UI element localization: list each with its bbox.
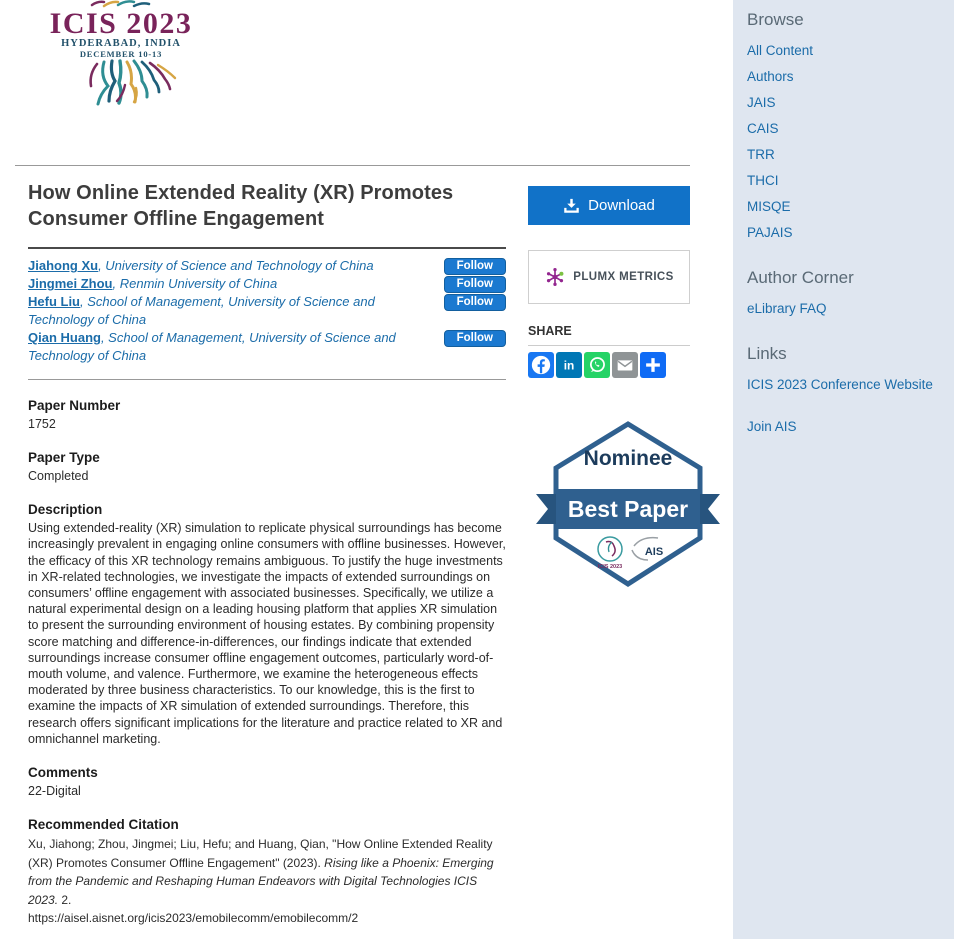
logo-dates: DECEMBER 10-13 xyxy=(79,49,163,59)
follow-button[interactable]: Follow xyxy=(444,258,506,275)
paper-main xyxy=(28,181,506,928)
author-row xyxy=(28,293,506,329)
author-row xyxy=(28,275,506,293)
paper-number-value: 1752 xyxy=(28,417,56,432)
citation-proceedings-title: Rising like a Phoenix: Emerging from the Pandemic and Reshaping Human Endeavors with Digital Technologies ICIS 2023. xyxy=(28,855,494,907)
citation-url: https://aisel.aisnet.org/icis2023/emobilecomm/emobilecomm/2 xyxy=(28,911,359,926)
logo-phoenix-feathers xyxy=(91,61,175,104)
download-button[interactable]: Download xyxy=(528,186,690,225)
sidebar-item-all-content[interactable]: All Content xyxy=(747,43,814,58)
author-link[interactable]: Jingmei Zhou xyxy=(28,276,113,292)
follow-button[interactable]: Follow xyxy=(444,330,506,347)
author-corner-heading: Author Corner xyxy=(747,268,854,287)
paper-type-value: Completed xyxy=(28,469,89,484)
icis-2023-logo[interactable] xyxy=(30,0,200,112)
author-affiliation: , School of Management, University of Science and Technology of China xyxy=(28,294,375,328)
share-divider xyxy=(528,345,690,346)
best-paper-nominee-badge xyxy=(528,418,728,590)
sidebar-item-authors[interactable]: Authors xyxy=(747,69,794,84)
share-buttons xyxy=(528,352,690,378)
author-affiliation: , Renmin University of China xyxy=(112,276,278,292)
linkedin-share-icon[interactable] xyxy=(556,352,582,378)
sidebar xyxy=(733,0,954,939)
follow-button[interactable]: Follow xyxy=(444,276,506,293)
author-row xyxy=(28,329,506,365)
sidebar-item-join-ais[interactable]: Join AIS xyxy=(747,419,797,434)
sidebar-item-trr[interactable]: TRR xyxy=(747,147,775,162)
logo-top-feathers xyxy=(92,1,149,6)
paper-number-heading: Paper Number xyxy=(28,398,121,414)
logo-subtitle: HYDERABAD, INDIA xyxy=(61,38,181,49)
author-link[interactable]: Hefu Liu xyxy=(28,294,80,310)
whatsapp-share-icon[interactable] xyxy=(584,352,610,378)
logo-title: ICIS 2023 xyxy=(49,7,193,40)
share-heading: SHARE xyxy=(528,324,572,338)
browse-list xyxy=(747,42,944,242)
page-title: How Online Extended Reality (XR) Promotes Consumer Offline Engagement xyxy=(28,182,454,230)
comments-value: 22-Digital xyxy=(28,784,81,799)
download-icon xyxy=(563,197,580,214)
badge-nominee-text: Nominee xyxy=(583,447,673,470)
sidebar-item-cais[interactable]: CAIS xyxy=(747,121,779,136)
svg-text:in: in xyxy=(563,358,575,373)
author-affiliation: , School of Management, University of Science and Technology of China xyxy=(28,330,396,364)
links-heading: Links xyxy=(747,344,787,363)
sidebar-item-misqe[interactable]: MISQE xyxy=(747,199,791,214)
email-share-icon[interactable] xyxy=(612,352,638,378)
citation-suffix: 2. xyxy=(58,892,72,907)
facebook-share-icon[interactable] xyxy=(528,352,554,378)
sidebar-item-elibrary-faq[interactable]: eLibrary FAQ xyxy=(747,301,827,316)
citation-text: Xu, Jiahong; Zhou, Jingmei; Liu, Hefu; and Huang, Qian, "How Online Extended Reality (XR) Promotes Consumer Offline Engagement" (2023). xyxy=(28,837,493,870)
plumx-icon xyxy=(544,266,566,288)
recommended-citation xyxy=(28,835,506,928)
authors-divider xyxy=(28,379,506,380)
author-row xyxy=(28,257,506,275)
plumx-metrics-widget[interactable] xyxy=(528,250,690,304)
header-divider xyxy=(15,165,690,166)
svg-text:AIS: AIS xyxy=(644,546,664,558)
share-more-icon[interactable] xyxy=(640,352,666,378)
plumx-label: PLUMX METRICS xyxy=(573,271,674,283)
action-column xyxy=(528,186,690,378)
author-link[interactable]: Qian Huang xyxy=(28,330,101,346)
title-divider xyxy=(28,247,506,249)
sidebar-item-jais[interactable]: JAIS xyxy=(747,95,776,110)
citation-heading: Recommended Citation xyxy=(28,817,179,833)
comments-heading: Comments xyxy=(28,765,98,781)
follow-button[interactable]: Follow xyxy=(444,294,506,311)
browse-heading: Browse xyxy=(747,10,804,29)
author-affiliation: , University of Science and Technology of China xyxy=(98,258,374,274)
paper-type-heading: Paper Type xyxy=(28,450,100,466)
svg-text:ICIS 2023: ICIS 2023 xyxy=(597,564,623,570)
author-link[interactable]: Jiahong Xu xyxy=(28,258,99,274)
description-text: Using extended-reality (XR) simulation to replicate physical surroundings has become increasingly prevalent in engaging online consumers with offline businesses. However, the efficacy of this XR technology remains ambiguous. To justify the huge investments in XR-related technologies, we investigate the impacts of extended surroundings on consumers’ offline engagement with associated businesses. Specifically, we utilize a natural experimental design on a leading housing platform that applies XR simulation to present the surrounding environment of housing estates. By combining propensity score matching and difference-in-differences, our findings indicate that extended surroundings increase consumer offline engagement outcomes, particularly word-of-mouth volume, and valence. Furthermore, we examine the heterogeneous effects moderated by three business characteristics. To our knowledge, this is the first to examine the impacts of XR simulation of extended surroundings. Therefore, this research offers significant implications for the literature and practice related to XR and omnichannel marketing. xyxy=(28,521,506,746)
sidebar-item-pajais[interactable]: PAJAIS xyxy=(747,225,793,240)
sidebar-item-conference-website[interactable]: ICIS 2023 Conference Website xyxy=(747,377,933,392)
sidebar-item-thci[interactable]: THCI xyxy=(747,173,779,188)
description-heading: Description xyxy=(28,502,103,518)
badge-best-paper-text: Best Paper xyxy=(567,496,689,522)
